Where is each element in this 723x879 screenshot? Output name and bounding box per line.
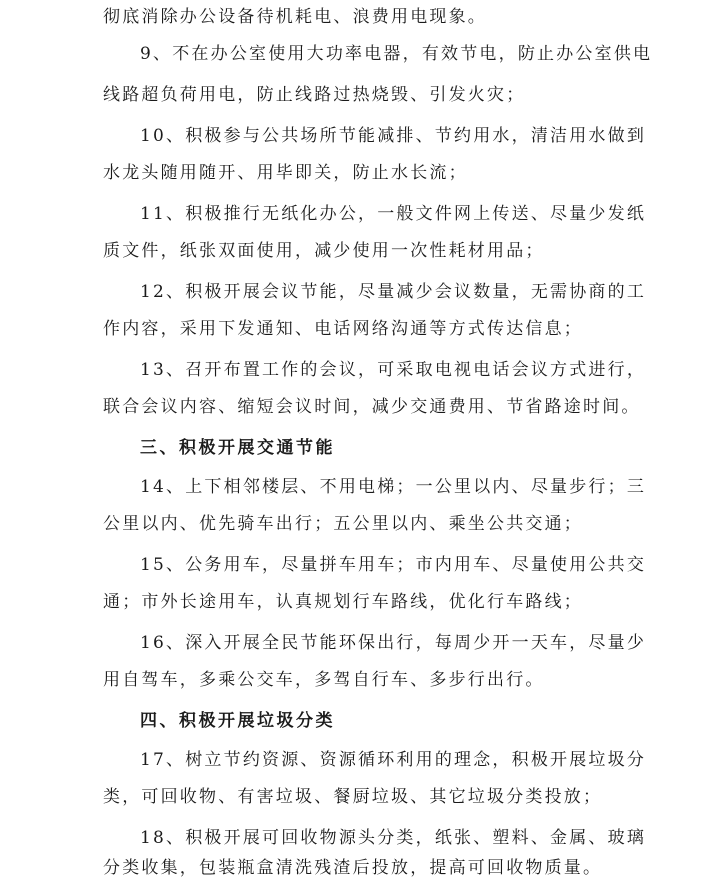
section-heading: 三、积极开展交通节能 (140, 438, 335, 458)
text-line: 水龙头随用随开、用毕即关，防止水长流； (103, 163, 468, 183)
text-line: 用自驾车，多乘公交车，多驾自行车、多步行出行。 (103, 670, 545, 690)
text-line: 联合会议内容、缩短会议时间，减少交通费用、节省路途时间。 (103, 397, 641, 417)
text-line: 类，可回收物、有害垃圾、餐厨垃圾、其它垃圾分类投放； (103, 787, 603, 807)
text-line: 18、积极开展可回收物源头分类，纸张、塑料、金属、玻璃 (140, 828, 647, 848)
section-heading: 四、积极开展垃圾分类 (140, 711, 335, 731)
text-line: 分类收集，包装瓶盒清洗残渣后投放，提高可回收物质量。 (103, 858, 603, 878)
text-line: 作内容，采用下发通知、电话网络沟通等方式传达信息； (103, 319, 583, 339)
text-line: 9、不在办公室使用大功率电器，有效节电，防止办公室供电 (140, 44, 653, 64)
text-line: 线路超负荷用电，防止线路过热烧毁、引发火灾； (103, 85, 526, 105)
text-line: 彻底消除办公设备待机耗电、浪费用电现象。 (103, 7, 487, 27)
text-line: 16、深入开展全民节能环保出行，每周少开一天车，尽量少 (140, 633, 647, 653)
text-line: 13、召开布置工作的会议，可采取电视电话会议方式进行， (140, 360, 647, 380)
text-line: 14、上下相邻楼层、不用电梯；一公里以内、尽量步行；三 (140, 477, 647, 497)
text-line: 通；市外长途用车，认真规划行车路线，优化行车路线； (103, 592, 583, 612)
text-line: 10、积极参与公共场所节能减排、节约用水，清洁用水做到 (140, 126, 647, 146)
text-line: 公里以内、优先骑车出行；五公里以内、乘坐公共交通； (103, 514, 583, 534)
text-line: 12、积极开展会议节能，尽量减少会议数量，无需协商的工 (140, 282, 647, 302)
text-line: 17、树立节约资源、资源循环利用的理念，积极开展垃圾分 (140, 750, 647, 770)
text-line: 11、积极推行无纸化办公，一般文件网上传送、尽量少发纸 (140, 204, 647, 224)
text-line: 质文件，纸张双面使用，减少使用一次性耗材用品； (103, 241, 545, 261)
text-line: 15、公务用车，尽量拼车用车；市内用车、尽量使用公共交 (140, 555, 647, 575)
